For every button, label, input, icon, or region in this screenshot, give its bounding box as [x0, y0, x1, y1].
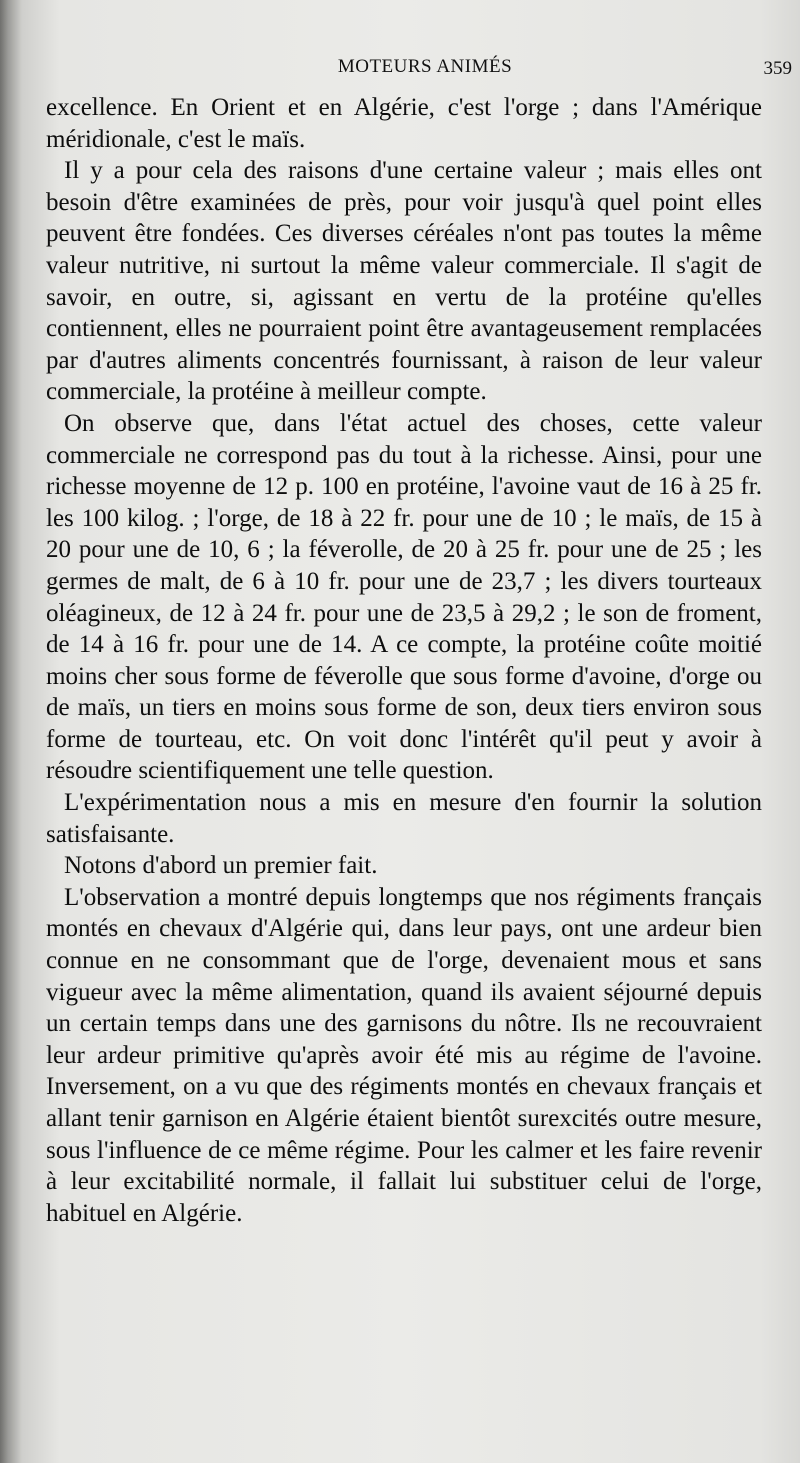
- paragraph: Il y a pour cela des raisons d'une certaine valeur ; mais elles ont besoin d'être examinées de près, pour voir jusqu'à quel point elles peuvent être fondées. Ces diverses céréales n'ont pas toutes la même valeur nutritive, ni surtout la même valeur commerciale. Il s'agit de savoir, en outre, si, agissant en vertu de la protéine qu'elles contiennent, elles ne pourraient point être avantageusement remplacées par d'autres aliments concentrés fournissant, à raison de leur valeur commerciale, la protéine à meilleur compte.: [46, 157, 762, 406]
- body-text: [46, 92, 762, 1229]
- paragraph: Notons d'abord un premier fait.: [64, 852, 378, 880]
- page-number: 359: [763, 58, 792, 79]
- page-header: [40, 52, 792, 86]
- paragraph: excellence. En Orient et en Algérie, c'est l'orge ; dans l'Amérique méridionale, c'est le maïs.: [46, 94, 762, 153]
- paragraph: On observe que, dans l'état actuel des choses, cette valeur commerciale ne correspond pas du tout à la richesse. Ainsi, pour une richesse moyenne de 12 p. 100 en protéine, l'avoine vaut de 16 à 25 fr. les 100 kilog. ; l'orge, de 18 à 22 fr. pour une de 10 ; le maïs, de 15 à 20 pour une de 10, 6 ; la féverolle, de 20 à 25 fr. pour une de 25 ; les germes de malt, de 6 à 10 fr. pour une de 23,7 ; les divers tourteaux oléagineux, de 12 à 24 fr. pour une de 23,5 à 29,2 ; le son de froment, de 14 à 16 fr. pour une de 14. A ce compte, la protéine coûte moitié moins cher sous forme de féverolle que sous forme d'avoine, d'orge ou de maïs, un tiers en moins sous forme de son, deux tiers environ sous forme de tourteau, etc. On voit donc l'intérêt qu'il peut y avoir à résoudre scientifiquement une telle question.: [46, 409, 762, 785]
- paragraph: L'observation a montré depuis longtemps que nos régiments français montés en chevaux d'Algérie qui, dans leur pays, ont une ardeur bien connue en ne consommant que de l'orge, devenaient mous et sans vigueur avec la même alimentation, quand ils avaient séjourné depuis un certain temps dans une des garnisons du nôtre. Ils ne recouvraient leur ardeur primitive qu'après avoir été mis au régime de l'avoine. Inversement, on a vu que des régiments montés en chevaux français et allant tenir garnison en Algérie étaient bientôt surexcités outre mesure, sous l'influence de ce même régime. Pour les calmer et les faire revenir à leur excitabilité normale, il fallait lui substituer celui de l'orge, habituel en Algérie.: [46, 883, 762, 1227]
- paragraph: L'expérimentation nous a mis en mesure d'en fournir la solution satisfaisante.: [46, 789, 762, 848]
- running-title: MOTEURS ANIMÉS: [337, 56, 513, 77]
